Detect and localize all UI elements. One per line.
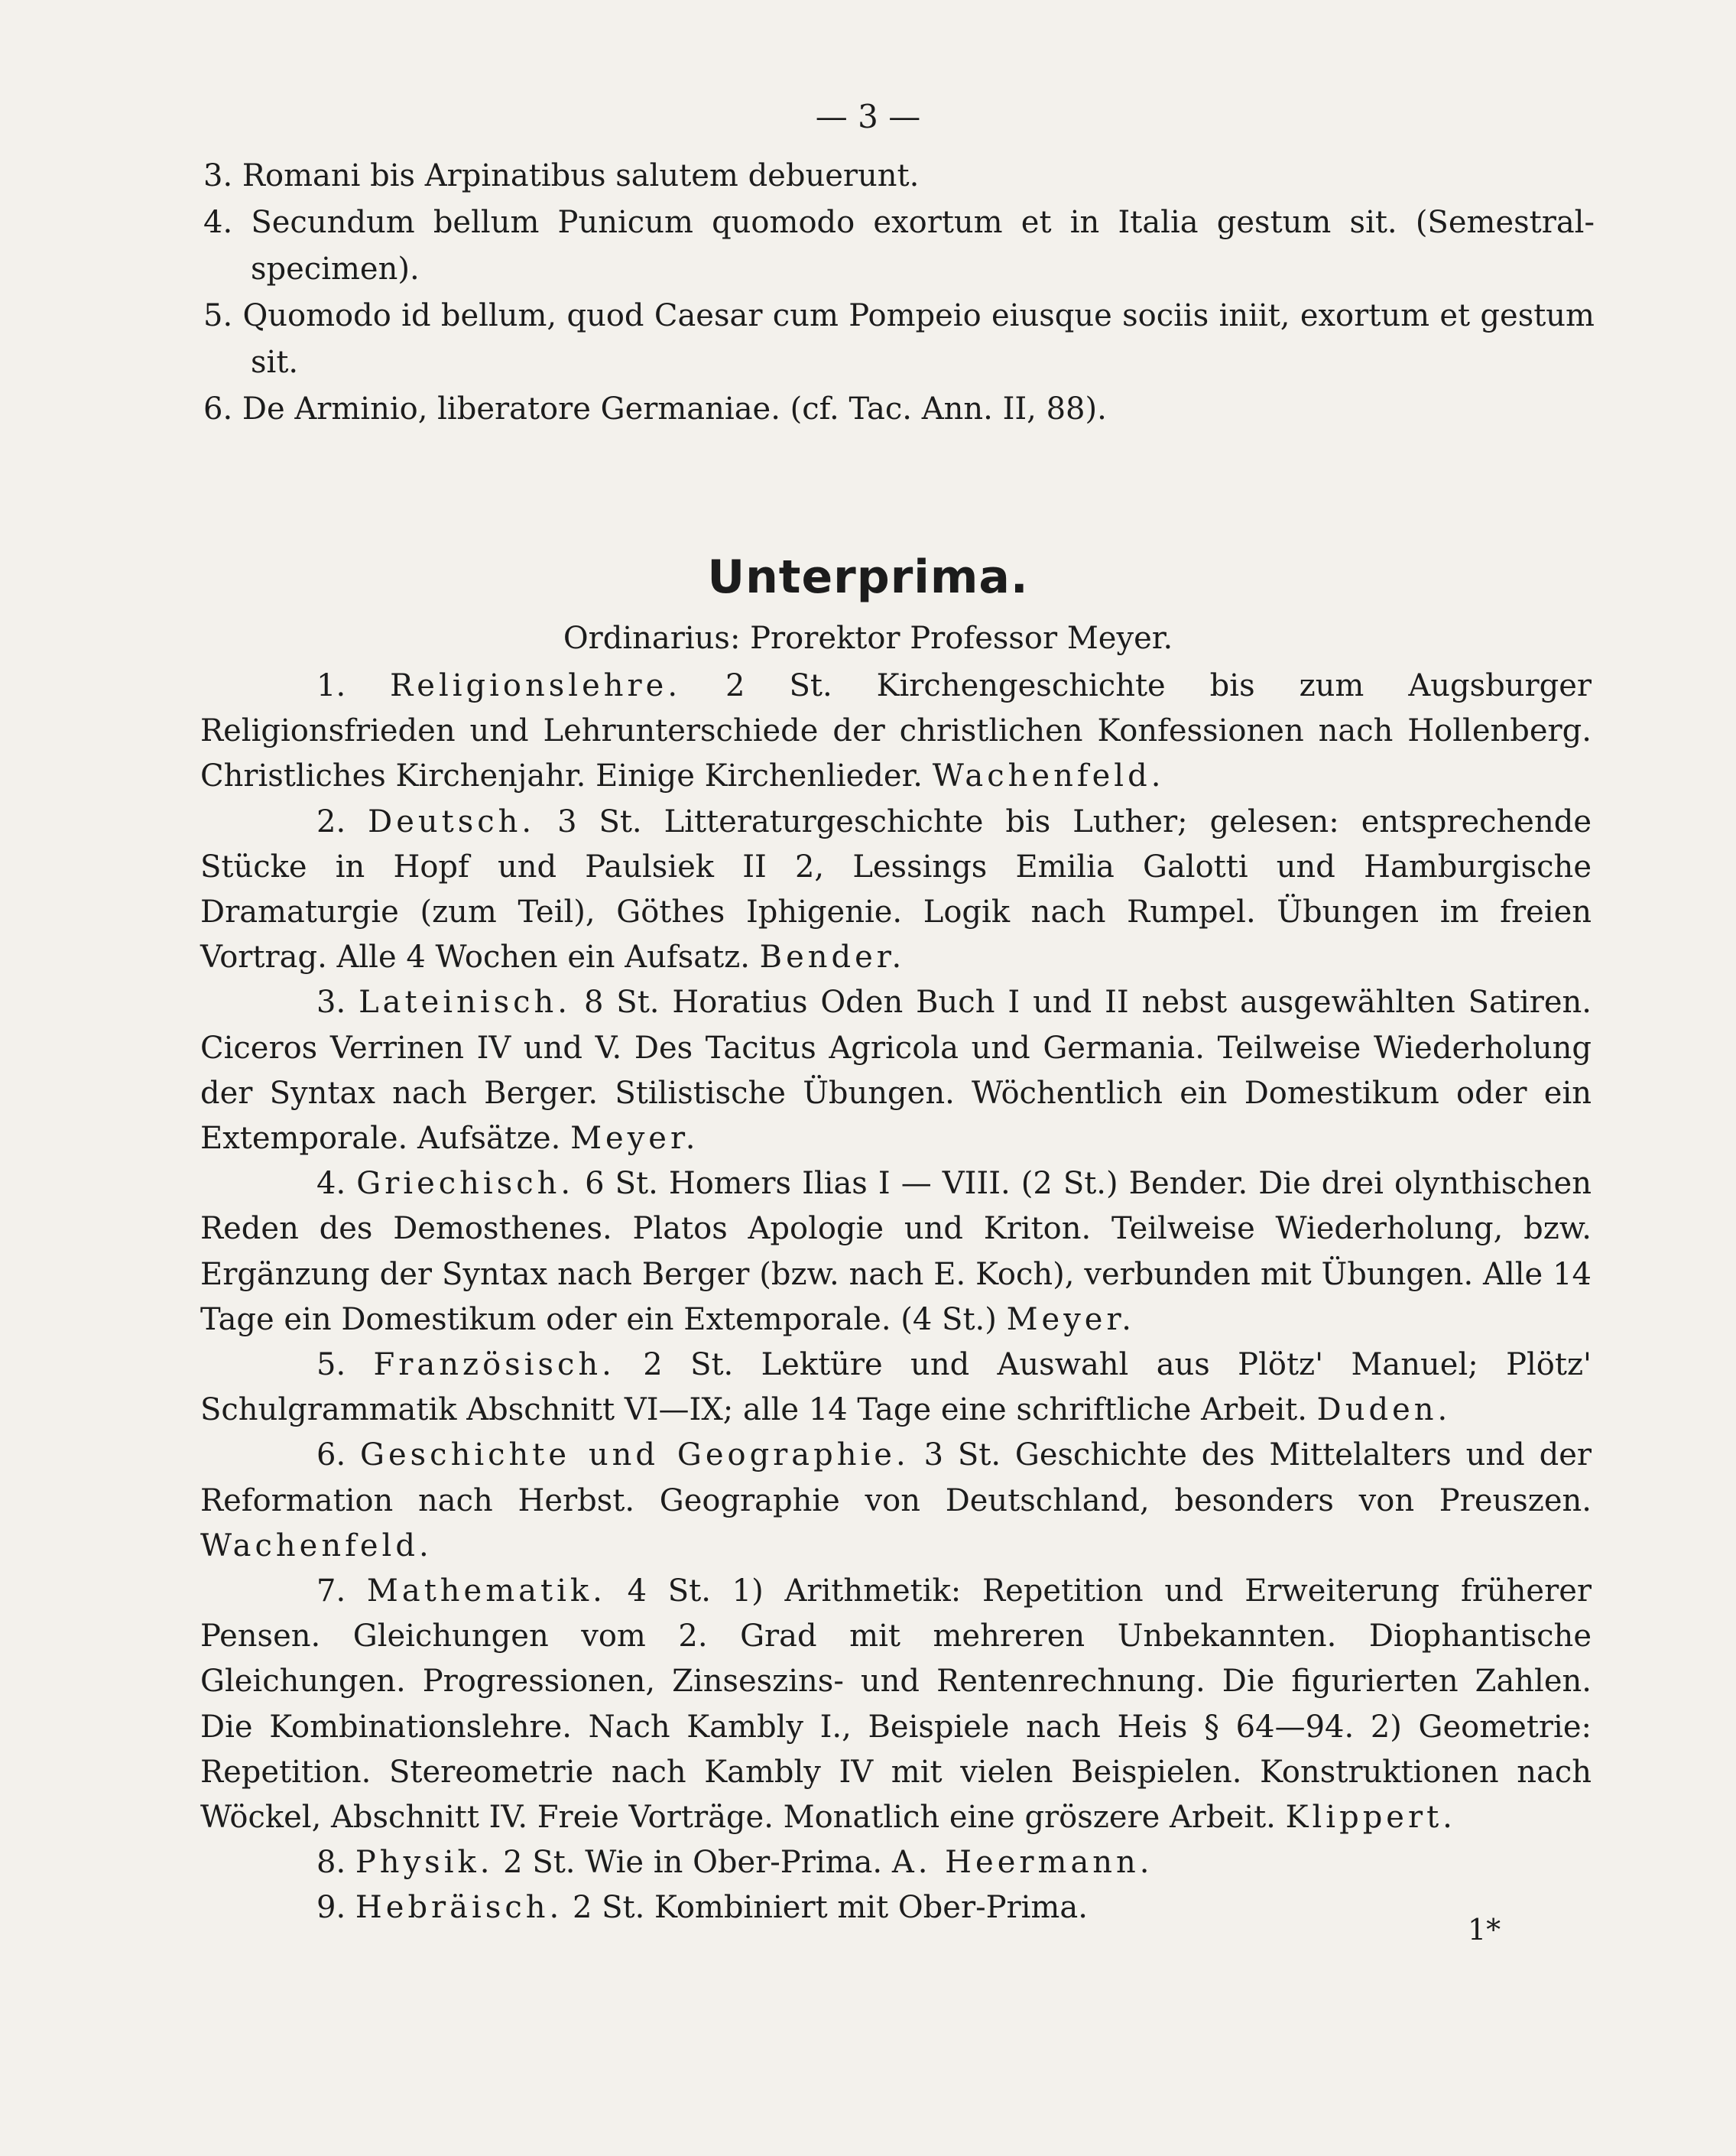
subject-number: 8. — [316, 1845, 346, 1881]
subject-paragraph — [200, 980, 1592, 1161]
subject-text: 2 St. Wie in Ober-Prima. — [503, 1845, 883, 1881]
subject-number: 6. — [316, 1437, 346, 1473]
subject-paragraph — [200, 800, 1592, 981]
ordinarius-line: Ordinarius: Prorektor Professor Meyer. — [563, 621, 1173, 656]
subject-teacher: Meyer. — [1006, 1301, 1135, 1337]
subject-name: Deutsch. — [368, 804, 536, 839]
subject-text: 2 St. Lektüre und Auswahl aus Plötz' Manuel; Plötz' Schulgrammatik Abschnitt VI—IX; alle 14 Tage eine schriftliche Arbeit. — [200, 1347, 1592, 1428]
subject-teacher: Klippert. — [1285, 1800, 1456, 1836]
subject-teacher: Bender. — [759, 940, 906, 976]
subject-paragraph — [200, 1885, 1592, 1930]
section-heading: Unterprima. — [707, 550, 1029, 604]
signature-mark: 1* — [1468, 1913, 1501, 1947]
subject-name: Französisch. — [373, 1347, 615, 1383]
topic-item: 5. Quomodo id bellum, quod Caesar cum Pompeio eiusque sociis iniit, exortum et gestum sit. — [203, 298, 1595, 380]
topic-item: 6. De Arminio, liberatore Germaniae. (cf. Tac. Ann. II, 88). — [203, 391, 1107, 427]
subject-number: 9. — [316, 1890, 346, 1926]
subject-number: 5. — [316, 1347, 346, 1383]
subject-number: 3. — [316, 985, 346, 1021]
subject-text: 2 St. Kombiniert mit Ober-Prima. — [572, 1890, 1088, 1926]
page-number: — 3 — — [815, 98, 921, 135]
subject-name: Physik. — [355, 1845, 494, 1881]
subject-name: Hebräisch. — [355, 1890, 563, 1926]
subject-paragraph — [200, 1161, 1592, 1343]
subject-number: 1. — [316, 668, 346, 703]
subject-name: Lateinisch. — [359, 985, 572, 1021]
subject-paragraph — [200, 664, 1592, 800]
subject-paragraph — [200, 1569, 1592, 1840]
subject-number: 7. — [316, 1573, 346, 1609]
subject-text: 2 St. Kirchengeschichte bis zum Augsburger Religionsfrieden und Lehrunterschiede der christlichen Konfessionen nach Hollenberg. Christliches Kirchenjahr. Einige Kirchenlieder. — [200, 668, 1592, 794]
subject-name: Religionslehre. — [390, 668, 682, 703]
subject-text: 6 St. Homers Ilias I — VIII. (2 St.) Bender. Die drei olynthischen Reden des Demosthenes. Platos Apologie und Kriton. Teilweise Wiederholung, bzw. Ergänzung der Syntax nach Berger (bzw. nach E. Koch), verbunden mit Übungen. Alle 14 Tage ein Domestikum oder ein Extemporale. (4 St.) — [200, 1166, 1592, 1337]
subject-teacher: Wachenfeld. — [932, 758, 1165, 794]
subject-teacher: A. Heermann. — [891, 1845, 1154, 1881]
subject-paragraph — [200, 1343, 1592, 1433]
curriculum-body — [200, 664, 1592, 1931]
subject-paragraph — [200, 1433, 1592, 1569]
subject-name: Griechisch. — [356, 1166, 575, 1202]
subject-name: Geschichte und Geographie. — [360, 1437, 910, 1473]
subject-text: 4 St. 1) Arithmetik: Repetition und Erweiterung früherer Pensen. Gleichungen vom 2. Grad mit mehreren Unbekannten. Diophantische Gleichungen. Progressionen, Zinseszins- und Rentenrechnung. Die figurierten Zahlen. Die Kombinationslehre. Nach Kambly I., Beispiele nach Heis § 64—94. 2) Geometrie: Repetition. Stereometrie nach Kambly IV mit vielen Beispielen. Konstruktionen nach Wöckel, Abschnitt IV. Freie Vorträge. Monatlich eine gröszere Arbeit. — [200, 1573, 1592, 1836]
subject-text: 8 St. Horatius Oden Buch I und II nebst ausgewählten Satiren. Ciceros Verrinen IV und V. Des Tacitus Agricola und Germania. Teilweise Wiederholung der Syntax nach Berger. Stilistische Übungen. Wöchentlich ein Domestikum oder ein Extemporale. Aufsätze. — [200, 985, 1592, 1157]
subject-teacher: Wachenfeld. — [200, 1528, 433, 1563]
subject-teacher: Meyer. — [570, 1121, 699, 1157]
subject-paragraph — [200, 1840, 1592, 1885]
subject-number: 4. — [316, 1166, 346, 1202]
subject-teacher: Duden. — [1316, 1392, 1452, 1428]
subject-text: 3 St. Litteraturgeschichte bis Luther; gelesen: entsprechende Stücke in Hopf und Paulsiek II 2, Lessings Emilia Galotti und Hamburgische Dramaturgie (zum Teil), Göthes Iphigenie. Logik nach Rumpel. Übungen im freien Vortrag. Alle 4 Wochen ein Aufsatz. — [200, 804, 1592, 976]
topic-item: 3. Romani bis Arpinatibus salutem debuerunt. — [203, 158, 920, 193]
subject-name: Mathematik. — [366, 1573, 606, 1609]
topic-list — [203, 153, 1595, 433]
subject-text: 3 St. Geschichte des Mittelalters und der Reformation nach Herbst. Geographie von Deutschland, besonders von Preuszen. — [200, 1437, 1592, 1518]
subject-number: 2. — [316, 804, 346, 839]
topic-item: 4. Secundum bellum Punicum quomodo exortum et in Italia gestum sit. (Semestral-specimen). — [203, 205, 1595, 287]
